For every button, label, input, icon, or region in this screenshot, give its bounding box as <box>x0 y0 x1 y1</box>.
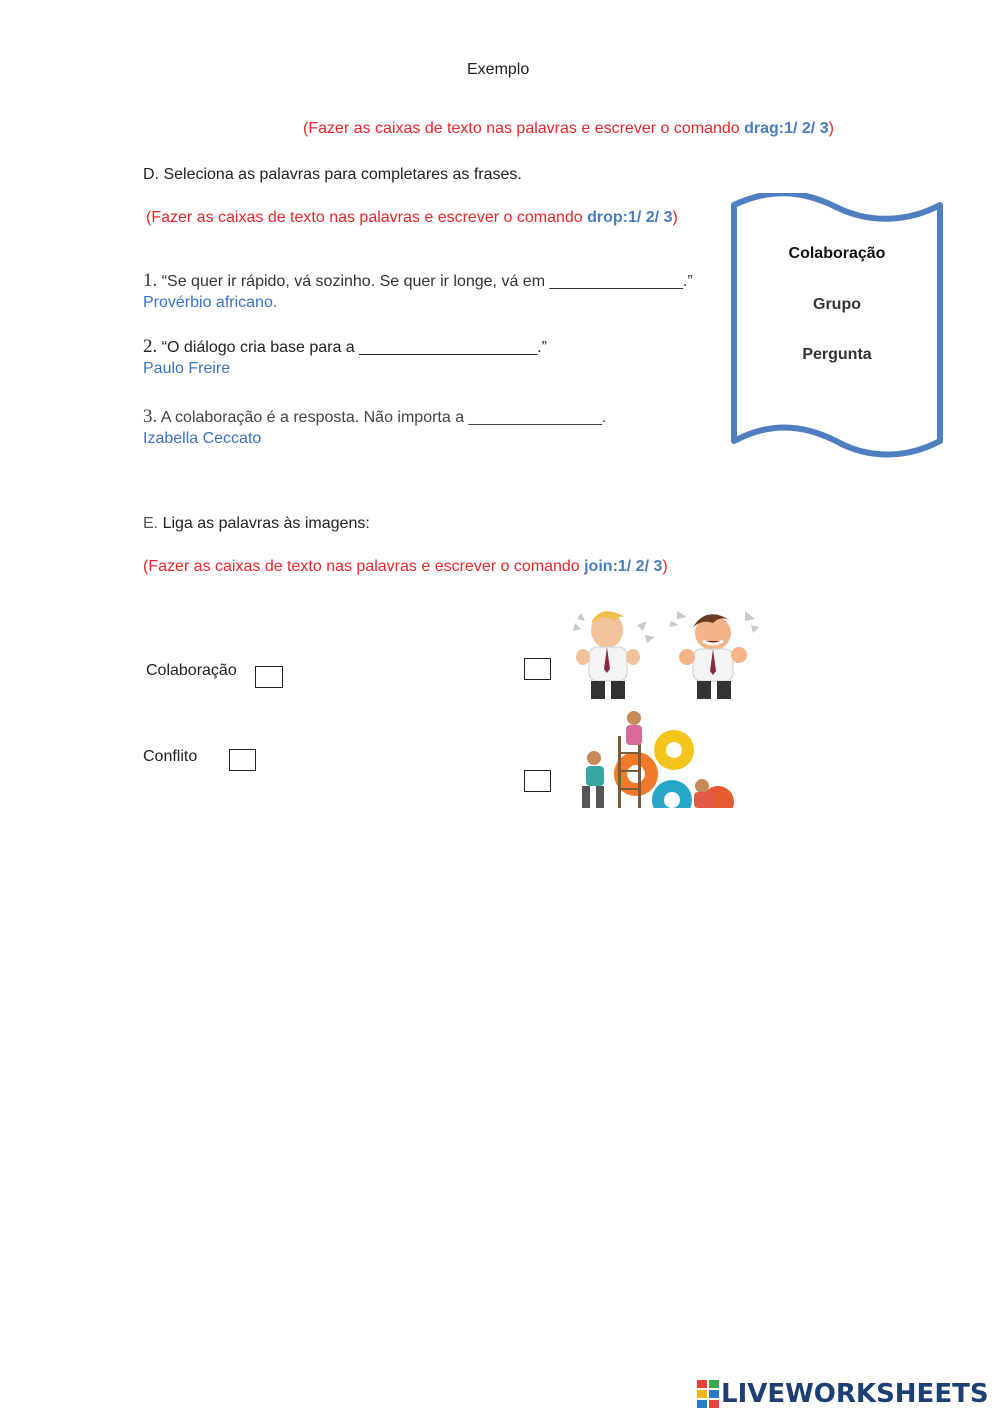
section-e-letter: E. <box>143 515 159 532</box>
join-command: join:1/ 2/ 3 <box>584 558 663 575</box>
join-word-colaboracao: Colaboração <box>146 662 237 679</box>
drop-instruction-suffix: ) <box>672 209 678 226</box>
word-bank-item[interactable]: Colaboração <box>788 245 886 262</box>
join-instruction <box>143 558 668 576</box>
wavy-banner-shape <box>728 193 946 463</box>
quote-3-number: 3. <box>143 406 158 427</box>
crouching-person <box>694 779 714 808</box>
quote-2-author: Paulo Freire <box>143 360 231 377</box>
angry-person-left <box>573 611 655 699</box>
join-instruction-prefix: (Fazer as caixas de texto nas palavras e escrever o comando <box>143 558 585 575</box>
quote-1-author: Provérbio africano. <box>143 294 278 311</box>
logo-mark-icon <box>697 1380 721 1408</box>
quote-1 <box>143 270 693 292</box>
join-word-conflito: Conflito <box>143 748 198 765</box>
quote-3-author: Izabella Ceccato <box>143 430 262 447</box>
quote-3-text: A colaboração é a resposta. Não importa a _______________. <box>160 409 607 426</box>
quote-1-number: 1. <box>143 270 158 291</box>
quote-2 <box>143 336 547 358</box>
word-bank <box>728 193 946 463</box>
quote-3 <box>143 406 606 428</box>
liveworksheets-logo <box>697 1377 989 1411</box>
join-checkbox-image-conflict[interactable] <box>524 658 551 680</box>
quote-2-text: “O diálogo cria base para a ____________________.” <box>161 339 547 356</box>
join-checkbox-image-collaboration[interactable] <box>524 770 551 792</box>
angry-person-right <box>669 611 759 699</box>
collaboration-illustration <box>574 708 736 808</box>
word-bank-item[interactable]: Grupo <box>813 296 861 313</box>
drag-instruction <box>303 120 834 138</box>
word-bank-item[interactable]: Pergunta <box>802 346 872 363</box>
drop-command: drop:1/ 2/ 3 <box>587 209 673 226</box>
join-checkbox-conflito[interactable] <box>229 749 256 771</box>
drop-instruction-prefix: (Fazer as caixas de texto nas palavras e escrever o comando <box>146 209 588 226</box>
page-title: Exemplo <box>467 61 530 78</box>
quote-1-text: “Se quer ir rápido, vá sozinho. Se quer ir longe, vá em _______________.” <box>161 273 693 290</box>
logo-text: LIVEWORKSHEETS <box>721 1379 989 1409</box>
drop-instruction <box>146 209 678 227</box>
section-e-heading <box>143 515 370 533</box>
pushing-person <box>582 751 604 808</box>
join-instruction-suffix: ) <box>662 558 668 575</box>
conflict-illustration <box>567 605 763 703</box>
drag-instruction-prefix: (Fazer as caixas de texto nas palavras e escrever o comando <box>303 120 745 137</box>
join-checkbox-colaboracao[interactable] <box>255 666 283 688</box>
section-d-heading: D. Seleciona as palavras para completares as frases. <box>143 166 522 183</box>
drag-instruction-suffix: ) <box>828 120 834 137</box>
drag-command: drag:1/ 2/ 3 <box>744 120 829 137</box>
quote-2-number: 2. <box>143 336 158 357</box>
section-e-text: Liga as palavras às imagens: <box>158 515 370 532</box>
